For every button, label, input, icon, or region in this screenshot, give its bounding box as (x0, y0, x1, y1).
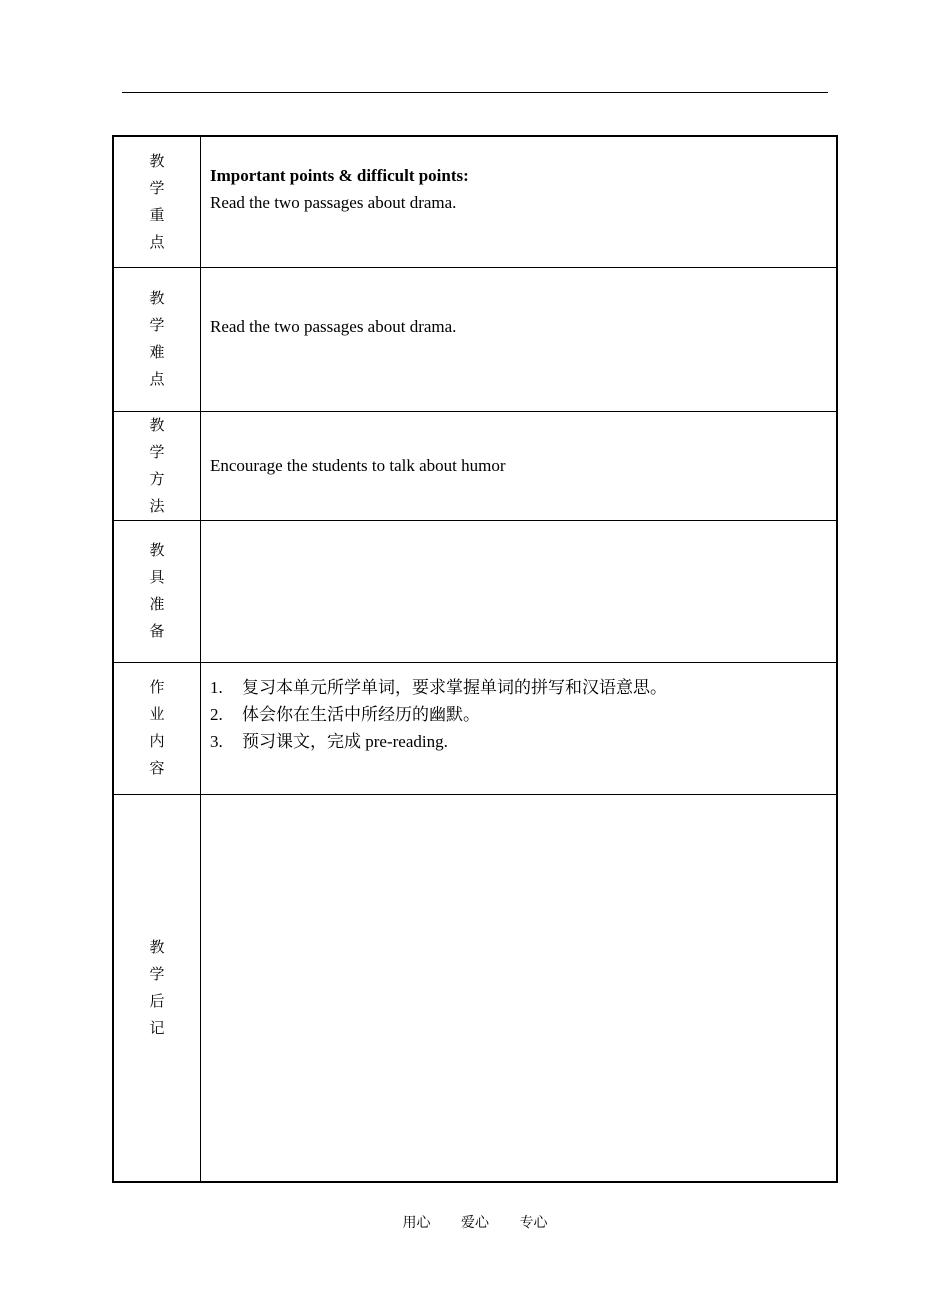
list-number: 1. (210, 677, 223, 697)
row-content (201, 794, 838, 1182)
label-line: 准备 (149, 595, 185, 640)
label-line: 教学 (149, 415, 185, 461)
footer-text: 用心 (402, 1215, 431, 1231)
content-text: Encourage the students to talk about humor (210, 456, 506, 475)
list-text: 预习课文，完成 pre-reading. (242, 731, 448, 751)
row-content (201, 520, 838, 662)
content-text: Read the two passages about drama. (210, 316, 457, 336)
lesson-plan-table (112, 135, 838, 1183)
table-row-difficult-points (113, 267, 837, 411)
label-line: 教具 (149, 541, 185, 586)
label-line: 作业 (149, 678, 185, 723)
content-heading: Important points & difficult points: (210, 166, 469, 185)
row-content (201, 136, 838, 267)
table-row-key-points (113, 136, 837, 267)
list-item (210, 728, 827, 755)
table-row-methods (113, 411, 837, 520)
row-content (201, 411, 838, 520)
content-text: Read the two passages about drama. (210, 193, 457, 212)
row-label (113, 794, 201, 1182)
list-text: 复习本单元所学单词，要求掌握单词的拼写和汉语意思。 (242, 677, 667, 697)
label-line: 教学 (149, 289, 185, 334)
label-line: 难点 (149, 343, 185, 388)
label-line: 方法 (149, 469, 185, 515)
row-content (201, 662, 838, 794)
row-label (113, 136, 201, 267)
row-label (113, 267, 201, 411)
list-number: 3. (210, 731, 223, 751)
list-item (210, 674, 827, 701)
row-label (113, 520, 201, 662)
page-footer (0, 1212, 950, 1232)
table-row-reflection (113, 794, 837, 1182)
label-line: 教学 (149, 151, 185, 197)
header-rule (122, 92, 828, 93)
footer-text: 专心 (519, 1215, 548, 1231)
footer-text: 爱心 (461, 1215, 489, 1231)
label-line: 重点 (149, 205, 185, 251)
label-line: 教学 (149, 937, 185, 983)
list-item (210, 701, 827, 728)
row-content (201, 267, 838, 411)
label-line: 内容 (149, 732, 185, 777)
row-label (113, 411, 201, 520)
homework-list (210, 674, 827, 755)
table-row-teaching-aids (113, 520, 837, 662)
list-number: 2. (210, 704, 223, 724)
table-row-homework (113, 662, 837, 794)
label-line: 后记 (149, 991, 185, 1037)
row-label (113, 662, 201, 794)
list-text: 体会你在生活中所经历的幽默。 (242, 704, 480, 724)
